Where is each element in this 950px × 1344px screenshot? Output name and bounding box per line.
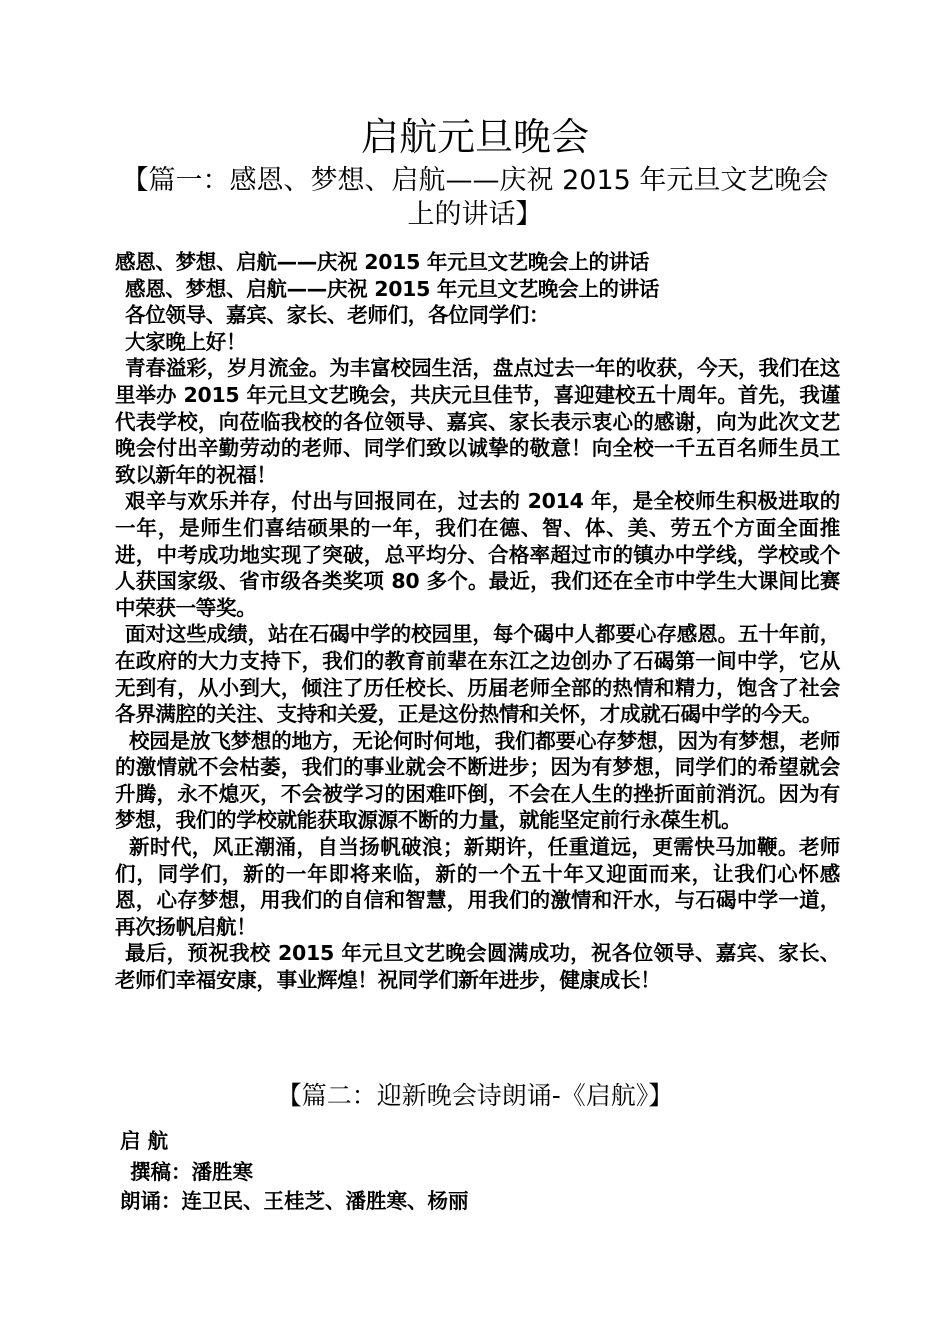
speech-body: [115, 249, 840, 994]
speech-paragraph: 艰辛与欢乐并存，付出与回报同在，过去的 2014 年，是全校师生积极进取的一年，是师生们喜结硕果的一年，我们在德、智、体、美、劳五个方面全面推进，中考成功地实现了突破，总平均分、合格率超过市的镇办中学线，学校或个人获国家级、省市级各类奖项 80 多个。最近，我们还在全市中学生大课间比赛中荣获一等奖。: [115, 489, 840, 620]
speech-paragraph: 新时代，风正潮涌，自当扬帆破浪；新期许，任重道远，更需快马加鞭。老师们，同学们，新的一年即将来临，新的一个五十年又迎面而来，让我们心怀感恩，心存梦想，用我们的自信和智慧，用我们的激情和汗水，与石碣中学一道，再次扬帆启航！: [115, 835, 840, 939]
poem-title: 启 航: [120, 1129, 169, 1153]
part1-subtitle: 【篇一：感恩、梦想、启航——庆祝 2015 年元旦文艺晚会上的讲话】: [121, 165, 829, 230]
speech-greeting: 大家晚上好！: [125, 329, 247, 354]
document-title: 启航元旦晚会: [360, 115, 589, 159]
poem-author: 撰稿：潘胜寒: [130, 1160, 253, 1184]
speech-paragraph: 面对这些成绩，站在石碣中学的校园里，每个碣中人都要心存感恩。五十年前，在政府的大力支持下，我们的教育前辈在东江之边创办了石碣第一间中学，它从无到有，从小到大，倾注了历任校长、历届老师全部的热情和精力，饱含了社会各界满腔的关注、支持和关爱，正是这份热情和关怀，才成就石碣中学的今天。: [115, 622, 840, 727]
speech-paragraph: 最后，预祝我校 2015 年元旦文艺晚会圆满成功，祝各位领导、嘉宾、家长、老师们幸福安康，事业辉煌！祝同学们新年进步，健康成长！: [115, 941, 840, 993]
part2-heading: 【篇二：迎新晚会诗朗诵-《启航》】: [276, 1081, 674, 1110]
poem-section: [120, 1127, 820, 1216]
poem-readers: 朗诵：连卫民、王桂芝、潘胜寒、杨丽: [120, 1189, 469, 1213]
speech-heading-1: 感恩、梦想、启航——庆祝 2015 年元旦文艺晚会上的讲话: [115, 250, 650, 274]
speech-paragraph: 青春溢彩，岁月流金。为丰富校园生活，盘点过去一年的收获，今天，我们在这里举办 2015 年元旦文艺晚会，共庆元旦佳节，喜迎建校五十周年。首先，我谨代表学校，向莅临我校的各位领导、嘉宾、家长表示衷心的感谢，向为此次文艺晚会付出辛勤劳动的老师、同学们致以诚挚的敬意！向全校一千五百名师生员工致以新年的祝福！: [115, 356, 840, 487]
speech-paragraph: 校园是放飞梦想的地方，无论何时何地，我们都要心存梦想，因为有梦想，老师的激情就不会枯萎，我们的事业就会不断进步；因为有梦想，同学们的希望就会升腾，永不熄灭，不会被学习的困难吓倒，不会在人生的挫折面前消沉。因为有梦想，我们的学校就能获取源源不断的力量，就能坚定前行永葆生机。: [115, 728, 840, 833]
speech-heading-2: 感恩、梦想、启航——庆祝 2015 年元旦文艺晚会上的讲话: [125, 276, 660, 301]
speech-salutation: 各位领导、嘉宾、家长、老师们，各位同学们：: [125, 303, 550, 328]
